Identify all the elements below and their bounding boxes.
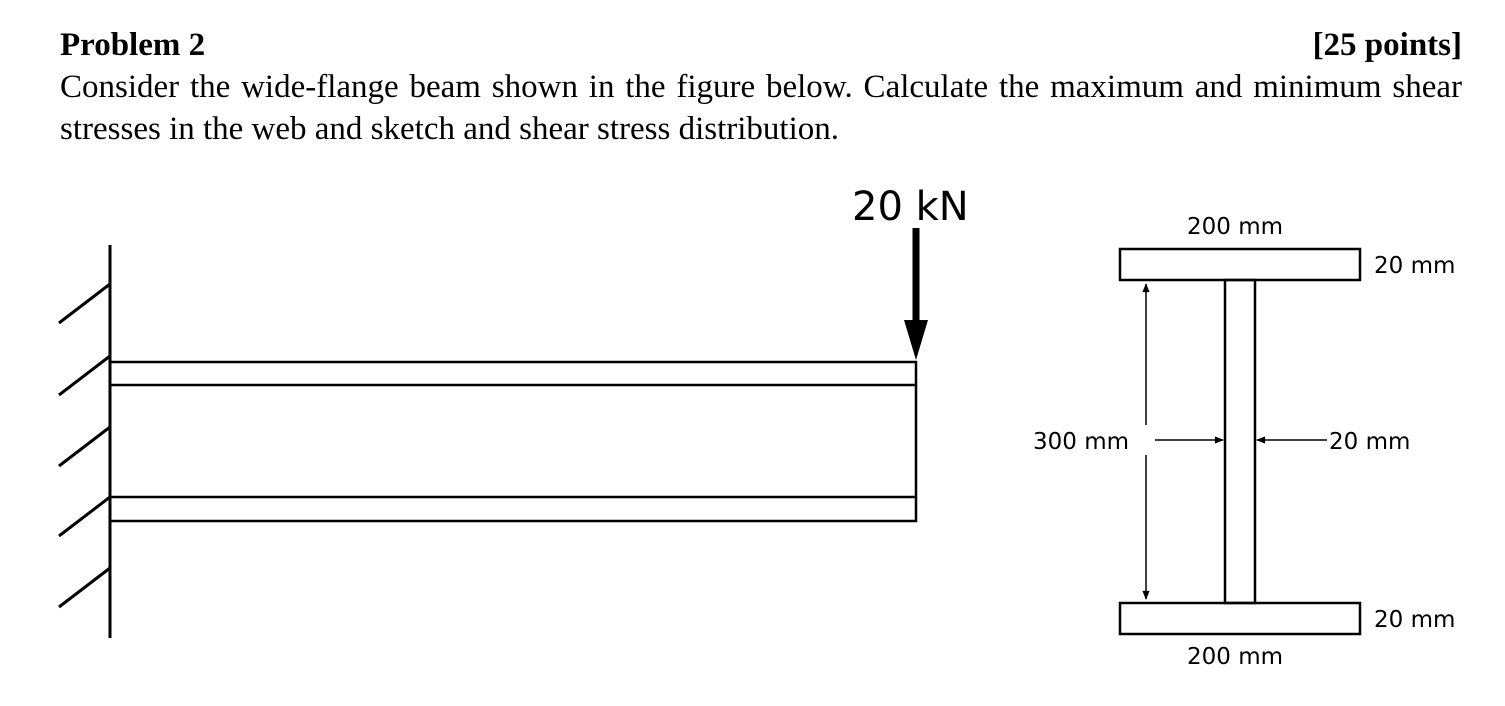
web: [1225, 280, 1255, 603]
cross-section: [1033, 214, 1455, 670]
point-load: [852, 184, 969, 360]
web-height-label: 300 mm: [1033, 429, 1130, 455]
problem-statement: Consider the wide-flange beam shown in the figure below. Calculate the maximum and minimum shear stresses in the web and sketch and shear stress distribution.: [60, 69, 1462, 147]
load-arrow-head: [904, 320, 928, 360]
top-flange: [1120, 249, 1360, 280]
problem-points: [25 points]: [1312, 27, 1462, 63]
bottom-flange: [1120, 603, 1360, 634]
cantilever-beam: [110, 362, 916, 521]
support-hatch: [59, 568, 110, 607]
load-label: 20 kN: [852, 184, 969, 230]
support-hatch: [59, 427, 110, 466]
top-flange-width-label: 200 mm: [1187, 214, 1284, 240]
problem-title: Problem 2: [60, 27, 206, 63]
bottom-flange-width-label: 200 mm: [1187, 644, 1284, 670]
top-flange-thickness-label: 20 mm: [1374, 253, 1456, 279]
support-hatch: [59, 284, 110, 323]
bottom-flange-thickness-label: 20 mm: [1374, 607, 1456, 633]
support-hatch: [59, 356, 110, 395]
support-hatch: [59, 497, 110, 536]
fixed-support: [59, 245, 110, 638]
web-thickness-label: 20 mm: [1329, 429, 1411, 455]
